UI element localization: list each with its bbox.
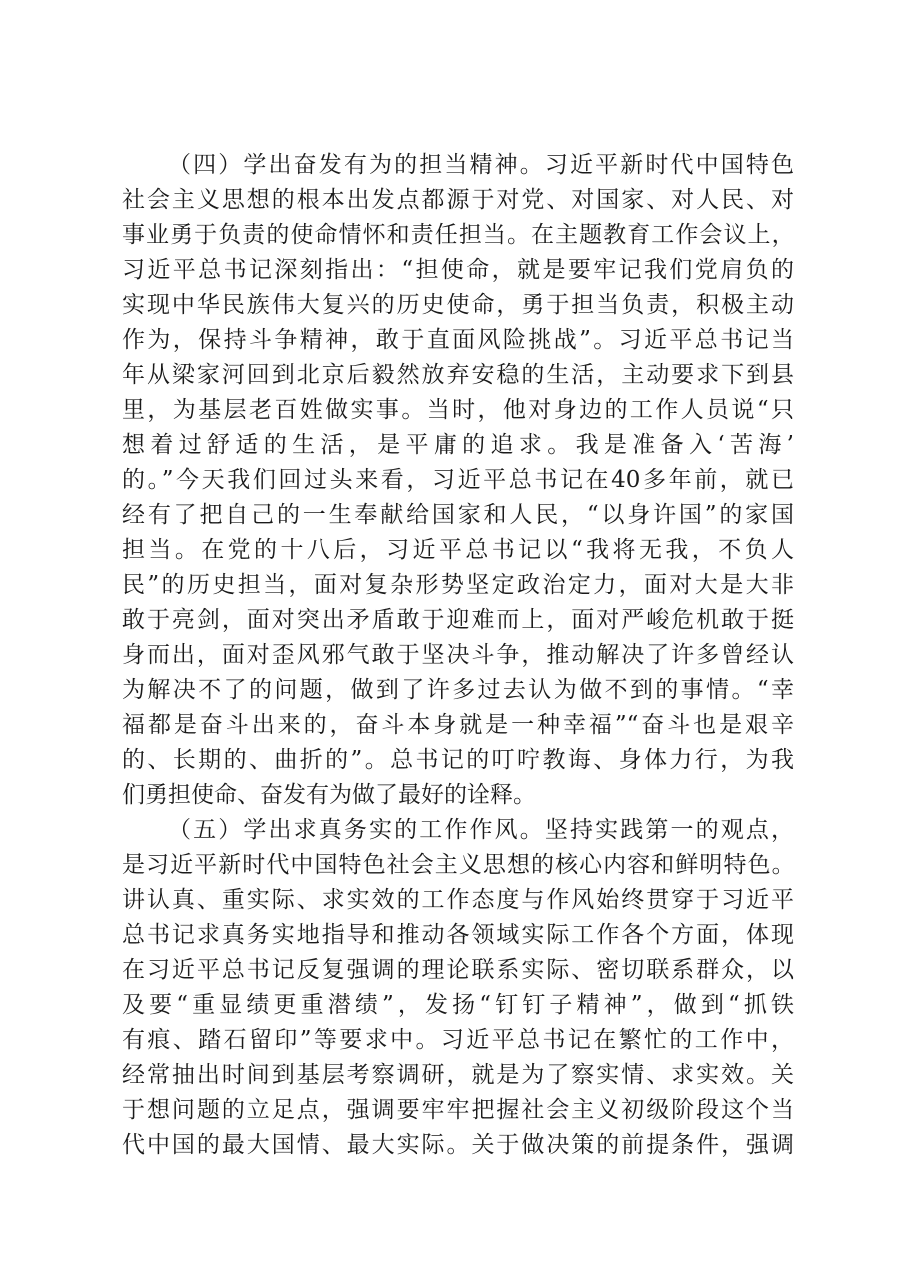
paragraph-5-line-2: 是习近平新时代中国特色社会主义思想的核心内容和鲜明特色。 — [122, 852, 794, 878]
paragraph-5-line-6: 及要“重显绩更重潜绩”，发扬“钉钉子精神”，做到“抓铁 — [122, 992, 794, 1018]
paragraph-5-line-1: （五）学出求真务实的工作作风。坚持实践第一的观点， — [168, 817, 794, 843]
paragraph-4-line-9: 想着过舒适的生活，是平庸的追求。我是准备入‘苦海’ — [122, 432, 794, 458]
document-body — [122, 148, 794, 1163]
paragraph-4-line-6: 作为，保持斗争精神，敢于直面风险挑战”。习近平总书记当 — [122, 327, 794, 353]
paragraph-4-line-4: 习近平总书记深刻指出：“担使命，就是要牢记我们党肩负的 — [122, 257, 794, 283]
paragraph-4-line-3: 事业勇于负责的使命情怀和责任担当。在主题教育工作会议上， — [122, 222, 794, 248]
paragraph-4-line-8: 里，为基层老百姓做实事。当时，他对身边的工作人员说“只 — [122, 397, 794, 423]
paragraph-5-line-5: 在习近平总书记反复强调的理论联系实际、密切联系群众，以 — [122, 957, 794, 983]
paragraph-4-line-1: （四）学出奋发有为的担当精神。习近平新时代中国特色 — [168, 152, 794, 178]
paragraph-4-line-12: 担当。在党的十八后，习近平总书记以“我将无我，不负人 — [122, 537, 794, 563]
paragraph-4-line-7: 年从梁家河回到北京后毅然放弃安稳的生活，主动要求下到县 — [122, 362, 794, 388]
paragraph-4-line-11: 经有了把自己的一生奉献给国家和人民，“以身许国”的家国 — [122, 502, 794, 528]
paragraph-4-line-5: 实现中华民族伟大复兴的历史使命，勇于担当负责，积极主动 — [122, 292, 794, 318]
paragraph-4-line-13: 民”的历史担当，面对复杂形势坚定政治定力，面对大是大非 — [122, 572, 794, 598]
paragraph-5-line-7: 有痕、踏石留印”等要求中。习近平总书记在繁忙的工作中， — [122, 1027, 794, 1053]
paragraph-5-line-10: 代中国的最大国情、最大实际。关于做决策的前提条件，强调 — [122, 1132, 794, 1158]
paragraph-4-line-18: 的、长期的、曲折的”。总书记的叮咛教诲、身体力行，为我 — [122, 747, 794, 773]
paragraph-4-line-10: 的。”今天我们回过头来看，习近平总书记在40多年前，就已 — [122, 467, 794, 493]
paragraph-4-line-2: 社会主义思想的根本出发点都源于对党、对国家、对人民、对 — [122, 187, 794, 213]
paragraph-4-line-16: 为解决不了的问题，做到了许多过去认为做不到的事情。“幸 — [122, 677, 794, 703]
paragraph-4-line-17: 福都是奋斗出来的，奋斗本身就是一种幸福”“奋斗也是艰辛 — [122, 712, 794, 738]
paragraph-5-line-8: 经常抽出时间到基层考察调研，就是为了察实情、求实效。关 — [122, 1062, 794, 1088]
paragraph-5-line-9: 于想问题的立足点，强调要牢牢把握社会主义初级阶段这个当 — [122, 1097, 794, 1123]
paragraph-4-line-19: 们勇担使命、奋发有为做了最好的诠释。 — [122, 782, 536, 808]
paragraph-4-line-15: 身而出，面对歪风邪气敢于坚决斗争，推动解决了许多曾经认 — [122, 642, 794, 668]
paragraph-5-line-3: 讲认真、重实际、求实效的工作态度与作风始终贯穿于习近平 — [122, 887, 794, 913]
paragraph-4-line-14: 敢于亮剑，面对突出矛盾敢于迎难而上，面对严峻危机敢于挺 — [122, 607, 794, 633]
paragraph-5-line-4: 总书记求真务实地指导和推动各领域实际工作各个方面，体现 — [122, 922, 794, 948]
